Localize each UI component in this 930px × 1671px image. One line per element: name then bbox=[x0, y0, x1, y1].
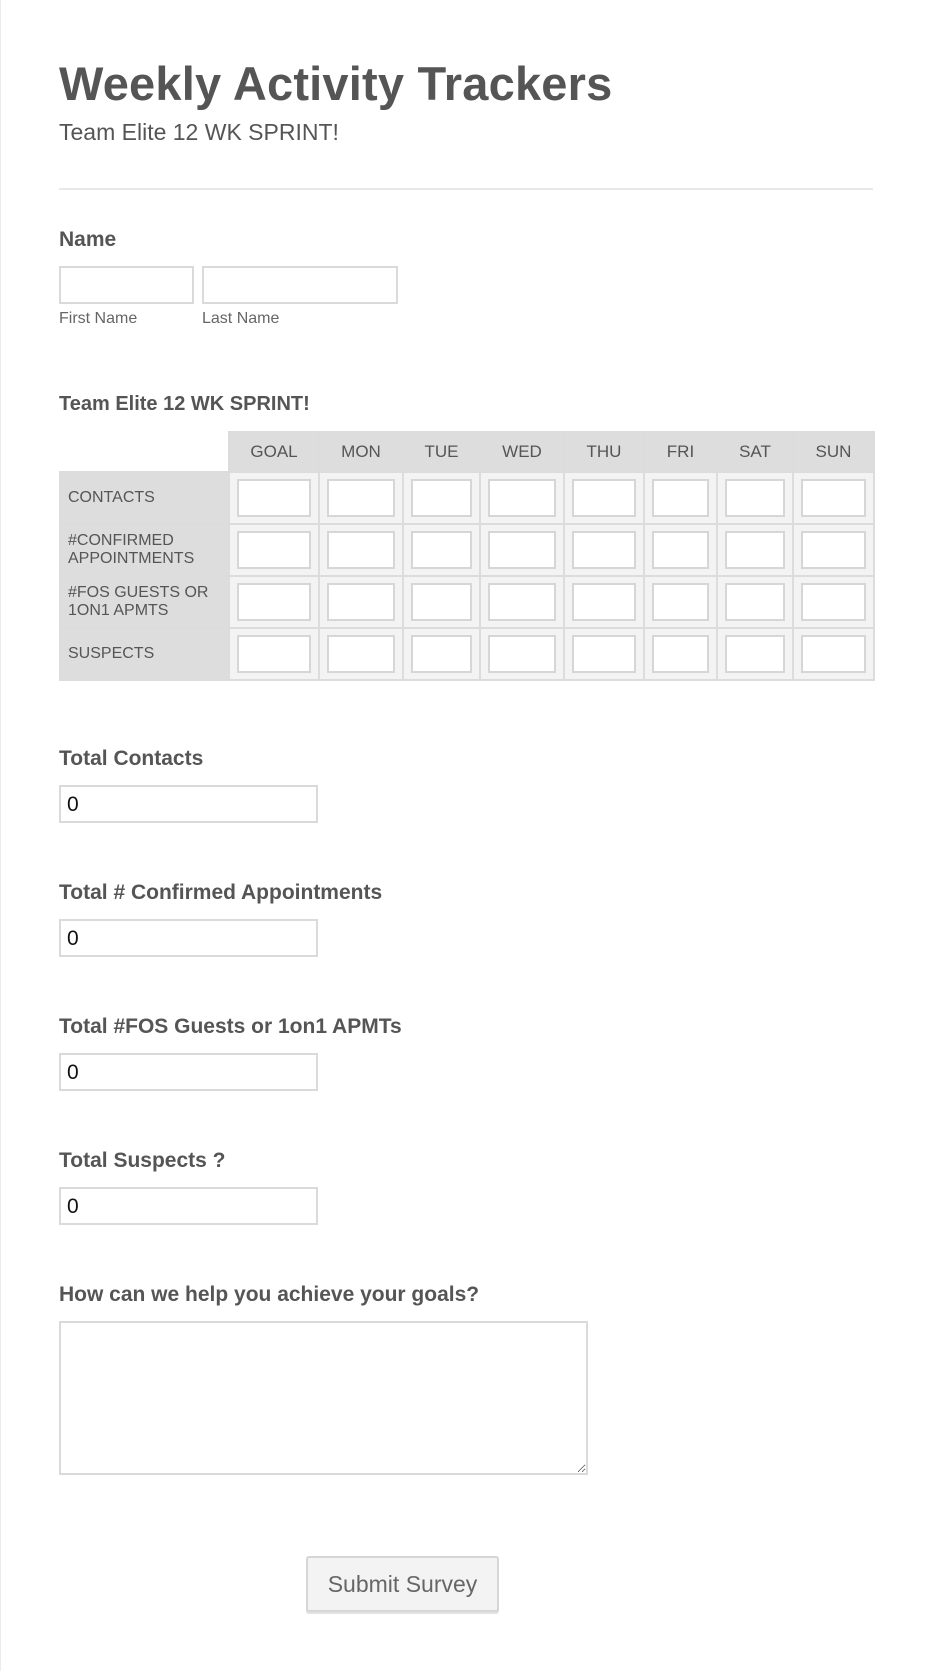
matrix-label: Team Elite 12 WK SPRINT! bbox=[59, 393, 310, 415]
row-label: CONTACTS bbox=[60, 472, 229, 524]
matrix-cell bbox=[480, 524, 564, 576]
matrix-cell bbox=[403, 576, 480, 628]
header-divider bbox=[59, 188, 873, 190]
contacts-thu-input[interactable] bbox=[572, 479, 636, 517]
confirmed-thu-input[interactable] bbox=[572, 531, 636, 569]
fos-mon-input[interactable] bbox=[327, 583, 395, 621]
column-header-fri: FRI bbox=[644, 432, 717, 472]
fos-goal-input[interactable] bbox=[237, 583, 311, 621]
matrix-cell bbox=[319, 628, 403, 680]
matrix-cell bbox=[564, 524, 644, 576]
fos-fri-input[interactable] bbox=[652, 583, 709, 621]
suspects-thu-input[interactable] bbox=[572, 635, 636, 673]
matrix-corner bbox=[60, 432, 229, 472]
form-title: Weekly Activity Trackers bbox=[59, 57, 613, 110]
matrix-cell bbox=[229, 628, 319, 680]
matrix-cell bbox=[717, 628, 793, 680]
matrix-cell bbox=[644, 576, 717, 628]
matrix-header-row bbox=[60, 432, 874, 472]
matrix-cell bbox=[644, 524, 717, 576]
column-header-wed: WED bbox=[480, 432, 564, 472]
first-name-sublabel: First Name bbox=[59, 310, 138, 327]
last-name-sublabel: Last Name bbox=[202, 310, 280, 327]
matrix-cell bbox=[564, 628, 644, 680]
fos-tue-input[interactable] bbox=[411, 583, 472, 621]
column-header-goal: GOAL bbox=[229, 432, 319, 472]
first-name-input[interactable] bbox=[59, 266, 194, 304]
matrix-cell bbox=[480, 576, 564, 628]
last-name-input[interactable] bbox=[202, 266, 398, 304]
contacts-goal-input[interactable] bbox=[237, 479, 311, 517]
submit-survey-button[interactable]: Submit Survey bbox=[306, 1556, 499, 1612]
row-label: #CONFIRMED APPOINTMENTS bbox=[60, 524, 229, 576]
contacts-wed-input[interactable] bbox=[488, 479, 556, 517]
name-label: Name bbox=[59, 228, 117, 251]
column-header-sat: SAT bbox=[717, 432, 793, 472]
total-confirmed-label: Total # Confirmed Appointments bbox=[59, 881, 383, 904]
total-fos-input[interactable] bbox=[59, 1053, 318, 1091]
total-suspects-input[interactable] bbox=[59, 1187, 318, 1225]
matrix-cell bbox=[319, 472, 403, 524]
confirmed-sun-input[interactable] bbox=[801, 531, 866, 569]
matrix-cell bbox=[403, 628, 480, 680]
matrix-cell bbox=[480, 628, 564, 680]
matrix-cell bbox=[644, 472, 717, 524]
matrix-cell bbox=[717, 576, 793, 628]
matrix-cell bbox=[717, 472, 793, 524]
contacts-tue-input[interactable] bbox=[411, 479, 472, 517]
total-suspects-label: Total Suspects ? bbox=[59, 1149, 226, 1172]
confirmed-goal-input[interactable] bbox=[237, 531, 311, 569]
matrix-cell bbox=[319, 524, 403, 576]
confirmed-tue-input[interactable] bbox=[411, 531, 472, 569]
total-fos-label: Total #FOS Guests or 1on1 APMTs bbox=[59, 1015, 402, 1038]
matrix-cell bbox=[644, 628, 717, 680]
contacts-fri-input[interactable] bbox=[652, 479, 709, 517]
fos-thu-input[interactable] bbox=[572, 583, 636, 621]
total-contacts-label: Total Contacts bbox=[59, 747, 204, 770]
matrix-cell bbox=[564, 472, 644, 524]
total-confirmed-input[interactable] bbox=[59, 919, 318, 957]
column-header-tue: TUE bbox=[403, 432, 480, 472]
matrix-cell bbox=[793, 628, 874, 680]
fos-sun-input[interactable] bbox=[801, 583, 866, 621]
contacts-sat-input[interactable] bbox=[725, 479, 785, 517]
help-label: How can we help you achieve your goals? bbox=[59, 1283, 480, 1306]
confirmed-sat-input[interactable] bbox=[725, 531, 785, 569]
fos-sat-input[interactable] bbox=[725, 583, 785, 621]
fos-wed-input[interactable] bbox=[488, 583, 556, 621]
suspects-tue-input[interactable] bbox=[411, 635, 472, 673]
matrix-cell bbox=[403, 472, 480, 524]
row-label: #FOS GUESTS OR 1ON1 APMTS bbox=[60, 576, 229, 628]
matrix-cell bbox=[717, 524, 793, 576]
suspects-fri-input[interactable] bbox=[652, 635, 709, 673]
suspects-wed-input[interactable] bbox=[488, 635, 556, 673]
matrix-cell bbox=[480, 472, 564, 524]
confirmed-fri-input[interactable] bbox=[652, 531, 709, 569]
matrix-cell bbox=[229, 524, 319, 576]
suspects-goal-input[interactable] bbox=[237, 635, 311, 673]
matrix-cell bbox=[319, 576, 403, 628]
column-header-mon: MON bbox=[319, 432, 403, 472]
matrix-cell bbox=[793, 524, 874, 576]
matrix-row-contacts bbox=[60, 472, 874, 524]
suspects-sun-input[interactable] bbox=[801, 635, 866, 673]
matrix-row-confirmed-appointments bbox=[60, 524, 874, 576]
suspects-sat-input[interactable] bbox=[725, 635, 785, 673]
activity-matrix bbox=[59, 431, 875, 681]
total-contacts-input[interactable] bbox=[59, 785, 318, 823]
matrix-cell bbox=[793, 576, 874, 628]
matrix-cell bbox=[564, 576, 644, 628]
contacts-sun-input[interactable] bbox=[801, 479, 866, 517]
help-textarea[interactable] bbox=[59, 1321, 588, 1475]
matrix-cell bbox=[229, 576, 319, 628]
confirmed-mon-input[interactable] bbox=[327, 531, 395, 569]
column-header-sun: SUN bbox=[793, 432, 874, 472]
matrix-row-fos-guests bbox=[60, 576, 874, 628]
matrix-cell bbox=[793, 472, 874, 524]
matrix-cell bbox=[229, 472, 319, 524]
matrix-row-suspects bbox=[60, 628, 874, 680]
column-header-thu: THU bbox=[564, 432, 644, 472]
matrix-cell bbox=[403, 524, 480, 576]
form-subtitle: Team Elite 12 WK SPRINT! bbox=[59, 119, 339, 145]
suspects-mon-input[interactable] bbox=[327, 635, 395, 673]
contacts-mon-input[interactable] bbox=[327, 479, 395, 517]
row-label: SUSPECTS bbox=[60, 628, 229, 680]
confirmed-wed-input[interactable] bbox=[488, 531, 556, 569]
